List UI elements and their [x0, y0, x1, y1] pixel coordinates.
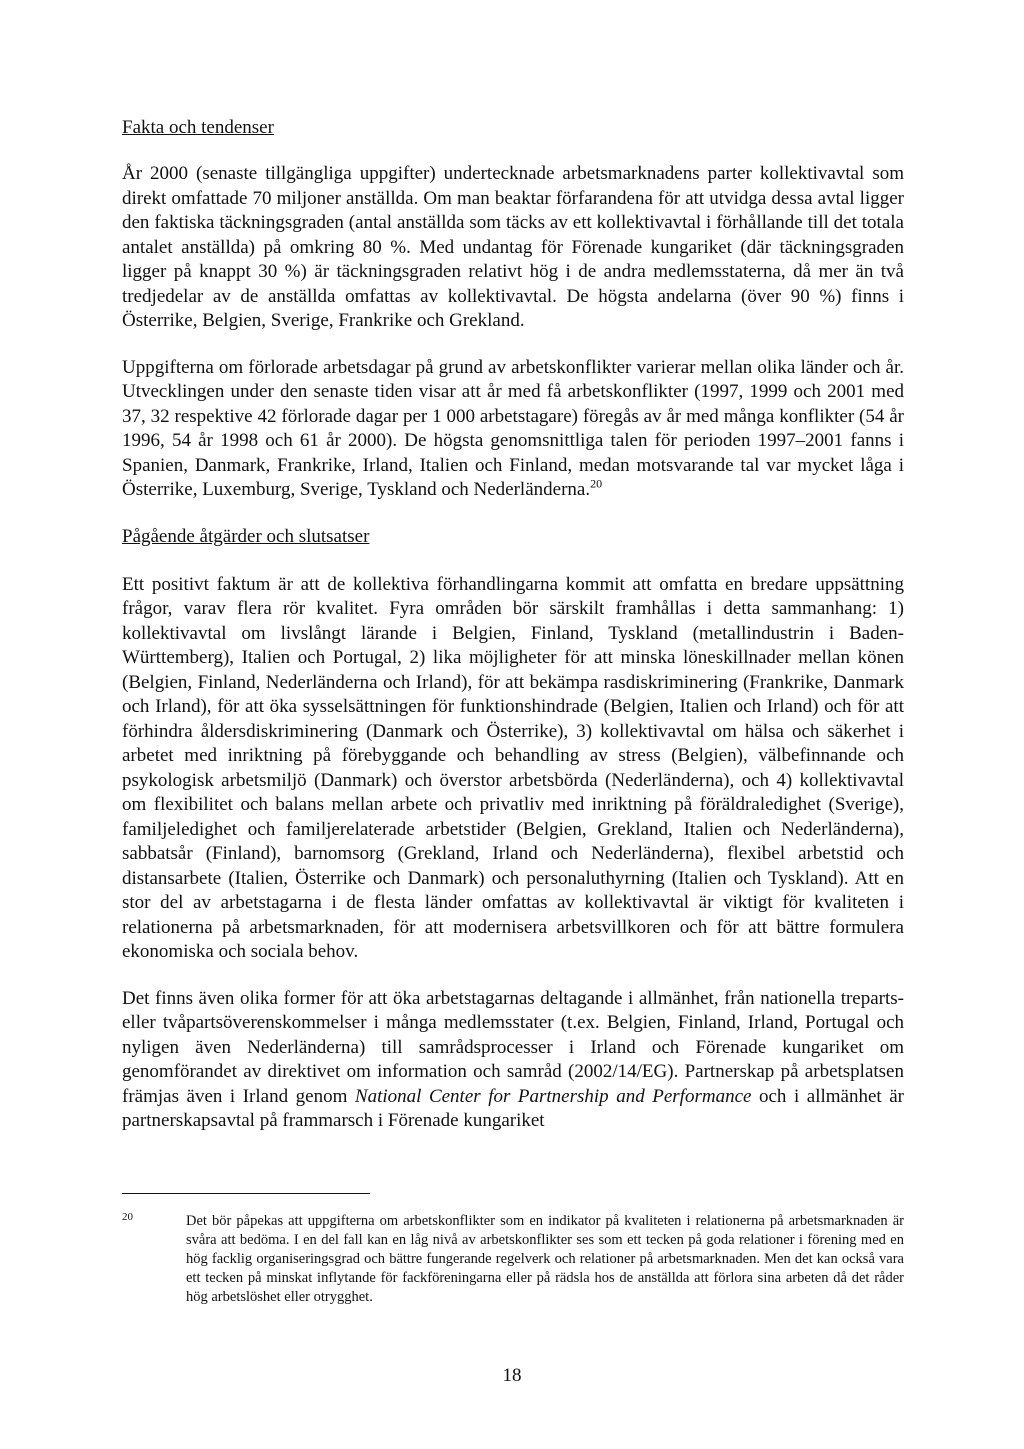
footnote [122, 1212, 904, 1307]
paragraph-conflicts [122, 356, 904, 503]
paragraph-coverage-text: År 2000 (senaste tillgängliga uppgifter) undertecknade arbetsmarknadens parter kollektivavtal som direkt omfattade 70 miljoner anställda. Om man beaktar förfarandena för att utvidga dessa avtal ligger den faktiska täckningsgraden (antal anställda som täcks av ett kollektivavtal i förhållande till det totala antalet anställda) på omkring 80 %. Med undantag för Förenade kungariket (där täckningsgraden ligger på knappt 30 %) är täckningsgraden relativt hög i de andra medlemsstaterna, då mer än två tredjedelar av de anställda omfattas av kollektivavtal. De högsta andelarna (över 90 %) finns i Österrike, Belgien, Sverige, Frankrike och Grekland. [122, 163, 904, 331]
paragraph-participation [122, 987, 904, 1134]
section-heading-facts: Fakta och tendenser [122, 117, 274, 138]
footnote-text: Det bör påpekas att uppgifterna om arbetskonflikter som en indikator på kvaliteten i relationerna på arbetsmarknaden är svåra att bedöma. I en del fall kan en låg nivå av arbetskonflikter ses som ett tecken på goda relationer i förening med en hög facklig organiseringsgrad och bättre fungerande regelverk och relationer på arbetsmarknaden. Men det kan också vara ett tecken på minskat inflytande för fackföreningarna eller på rädsla hos de anställda att förlora sina arbeten då det råder hög arbetslöshet eller otrygghet. [186, 1213, 904, 1305]
paragraph-participation-text: Det finns även olika former för att öka arbetstagarnas deltagande i allmänhet, från nationella treparts- eller tvåpartsöverenskommelser i många medlemsstater (t.ex. Belgien, Finland, Irland, Portugal och nyligen även Nederländerna) till samrådsprocesser i Irland och Förenade kungariket om genomförandet av direktivet om information och samråd (2002/14/EG). Partnerskap på arbetsplatsen främjas även i Irland genom [122, 987, 904, 1107]
organization-name-italic: National Center for Partnership and Performance [354, 1085, 752, 1107]
section-heading-measures: Pågående åtgärder och slutsatser [122, 525, 370, 547]
footnote-separator [122, 1193, 370, 1194]
footnote-reference[interactable]: 20 [590, 476, 603, 491]
paragraph-bargaining-text: Ett positivt faktum är att de kollektiva förhandlingarna kommit att omfatta en bredare uppsättning frågor, varav flera rör kvalitet. Fyra områden bör särskilt framhållas i detta sammanhang: 1) kollektivavtal om livslångt lärande i Belgien, Finland, Tyskland (metallindustrin i Baden-Württemberg), Italien och Portugal, 2) lika möjligheter för att minska löneskillnader mellan könen (Belgien, Finland, Nederländerna och Irland), för att bekämpa rasdiskriminering (Frankrike, Danmark och Irland), för att öka sysselsättningen för funktionshindrade (Belgien, Italien och Irland) och för att förhindra åldersdiskriminering (Danmark och Österrike), 3) kollektivavtal om hälsa och säkerhet i arbetet med inriktning på förebyggande och behandling av stress (Belgien), välbefinnande och psykologisk arbetsmiljö (Danmark) och överstor arbetsbörda (Nederländerna), och 4) kollektivavtal om flexibilitet och balans mellan arbete och privatliv med inriktning på föräldraledighet (Sverige), familjeledighet och familjerelaterade arbetstider (Belgien, Grekland, Italien och Nederländerna), sabbatsår (Finland), barnomsorg (Grekland, Irland och Nederländerna), flexibel arbetstid och distansarbete (Italien, Österrike och Danmark) och personaluthyrning (Italien och Tyskland). Att en stor del av arbetstagarna i de flesta länder omfattas av kollektivavtal är viktigt för kvaliteten i relationerna på arbetsmarknaden, för att modernisera arbetsvillkoren och för att bättre formulera ekonomiska och sociala behov. [122, 573, 904, 962]
footnote-number: 20 [122, 1211, 133, 1223]
paragraph-bargaining [122, 573, 904, 965]
page-number: 18 [502, 1365, 522, 1386]
paragraph-conflicts-text: Uppgifterna om förlorade arbetsdagar på grund av arbetskonflikter varierar mellan olika länder och år. Utvecklingen under den senaste tiden visar att år med få arbetskonflikter (1997, 1999 och 2001 med 37, 32 respektive 42 förlorade dagar per 1 000 arbetstagare) föregås av år med många konflikter (54 år 1996, 54 år 1998 och 61 år 2000). De högsta genomsnittliga talen för perioden 1997–2001 fanns i Spanien, Danmark, Frankrike, Irland, Italien och Finland, medan motsvarande tal var mycket låga i Österrike, Luxemburg, Sverige, Tyskland och Nederländerna. [122, 356, 904, 500]
paragraph-participation-tail: och i allmänhet är partnerskapsavtal på frammarsch i Förenade kungariket [122, 1085, 904, 1131]
paragraph-coverage [122, 162, 904, 334]
document-page [122, 108, 904, 1156]
